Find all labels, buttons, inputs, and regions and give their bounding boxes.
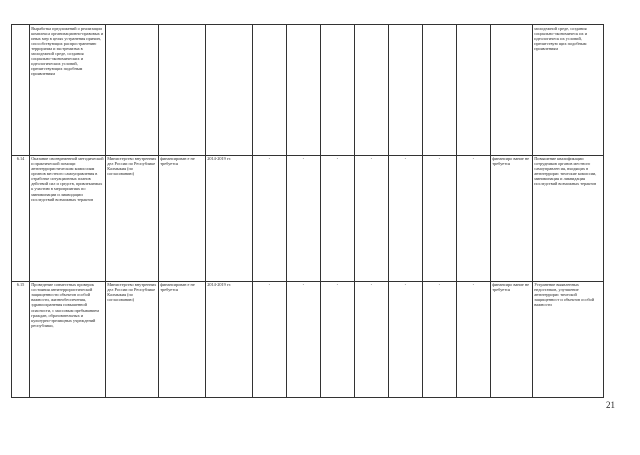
executor-cell <box>106 25 159 156</box>
funding-cell <box>159 25 206 156</box>
measures-table <box>11 24 604 398</box>
year-cell: - <box>423 155 457 281</box>
year-cell: - <box>287 281 321 397</box>
year-cell: - <box>389 155 423 281</box>
year-cell: - <box>457 281 491 397</box>
year-cell: - <box>355 281 389 397</box>
table-row <box>12 25 604 156</box>
result-cell: Повышение квалификации сотрудников органов местного самоуправлен ия, входящих в антитеррорис тические комиссии, минимизация и ликвидация последствий возможных терактов <box>533 155 604 281</box>
row-number <box>12 25 30 156</box>
year-cell <box>355 25 389 156</box>
year-cell: - <box>457 155 491 281</box>
period-cell: 2014-2019 гг. <box>206 155 253 281</box>
row-number: 6.15 <box>12 281 30 397</box>
year-cell <box>457 25 491 156</box>
page-number: 21 <box>606 400 615 410</box>
table-row <box>12 281 604 397</box>
funding-cell: финансирован е не требуется <box>159 281 206 397</box>
table-row <box>12 155 604 281</box>
year-cell <box>253 25 287 156</box>
year-cell: - <box>389 281 423 397</box>
period-cell: 2014-2019 гг. <box>206 281 253 397</box>
source-cell: финансиро вание не требуется <box>491 281 533 397</box>
row-number: 6.14 <box>12 155 30 281</box>
executor-cell: Министерство внутренних дел России по Республике Калмыкия (по согласованию) <box>106 155 159 281</box>
result-cell: молодежной среде, создания социально-экономическ их и идеологическ их условий, препятствую щих подобным проявлениям <box>533 25 604 156</box>
year-cell: - <box>355 155 389 281</box>
result-cell: Устранение выявленных недостатков, улучшение антитеррорис тической защищенност и объектов особой важности <box>533 281 604 397</box>
year-cell: - <box>253 155 287 281</box>
funding-cell: финансирован е не требуется <box>159 155 206 281</box>
executor-cell: Министерство внутренних дел России по Республике Калмыкия (по согласованию) <box>106 281 159 397</box>
year-cell: - <box>253 281 287 397</box>
measure-cell: Выработка предложений о реализации комплекса организационно-правовых и иных мер в целях устранения причин, способствующих распространению терроризма и экстремизма в молодежной среде, создания социально-экономических и идеологических условий, препятствующих подобным проявлениям <box>30 25 106 156</box>
source-cell: финансиро вание не требуется <box>491 155 533 281</box>
year-cell: - <box>321 155 355 281</box>
year-cell <box>423 25 457 156</box>
year-cell <box>287 25 321 156</box>
year-cell: - <box>423 281 457 397</box>
year-cell <box>389 25 423 156</box>
year-cell: - <box>287 155 321 281</box>
year-cell <box>321 25 355 156</box>
year-cell: - <box>321 281 355 397</box>
measure-cell: Проведение совместных проверок состояния антитеррористической защищенности объектов особой важности, жизнеобеспечения, здравоохранения повышенной опасности, с массовым пребыванием граждан, образовательных и культурно-зрелищных учреждений республики, <box>30 281 106 397</box>
source-cell <box>491 25 533 156</box>
measure-cell: Оказание своевременной методической и практической помощи антитеррористическим комиссиям органов местного самоуправления в отработке ситуационных планов действий сил и средств, привлекаемых к участию в мероприятиях по минимизации и ликвидации последствий возможных терактов <box>30 155 106 281</box>
period-cell <box>206 25 253 156</box>
